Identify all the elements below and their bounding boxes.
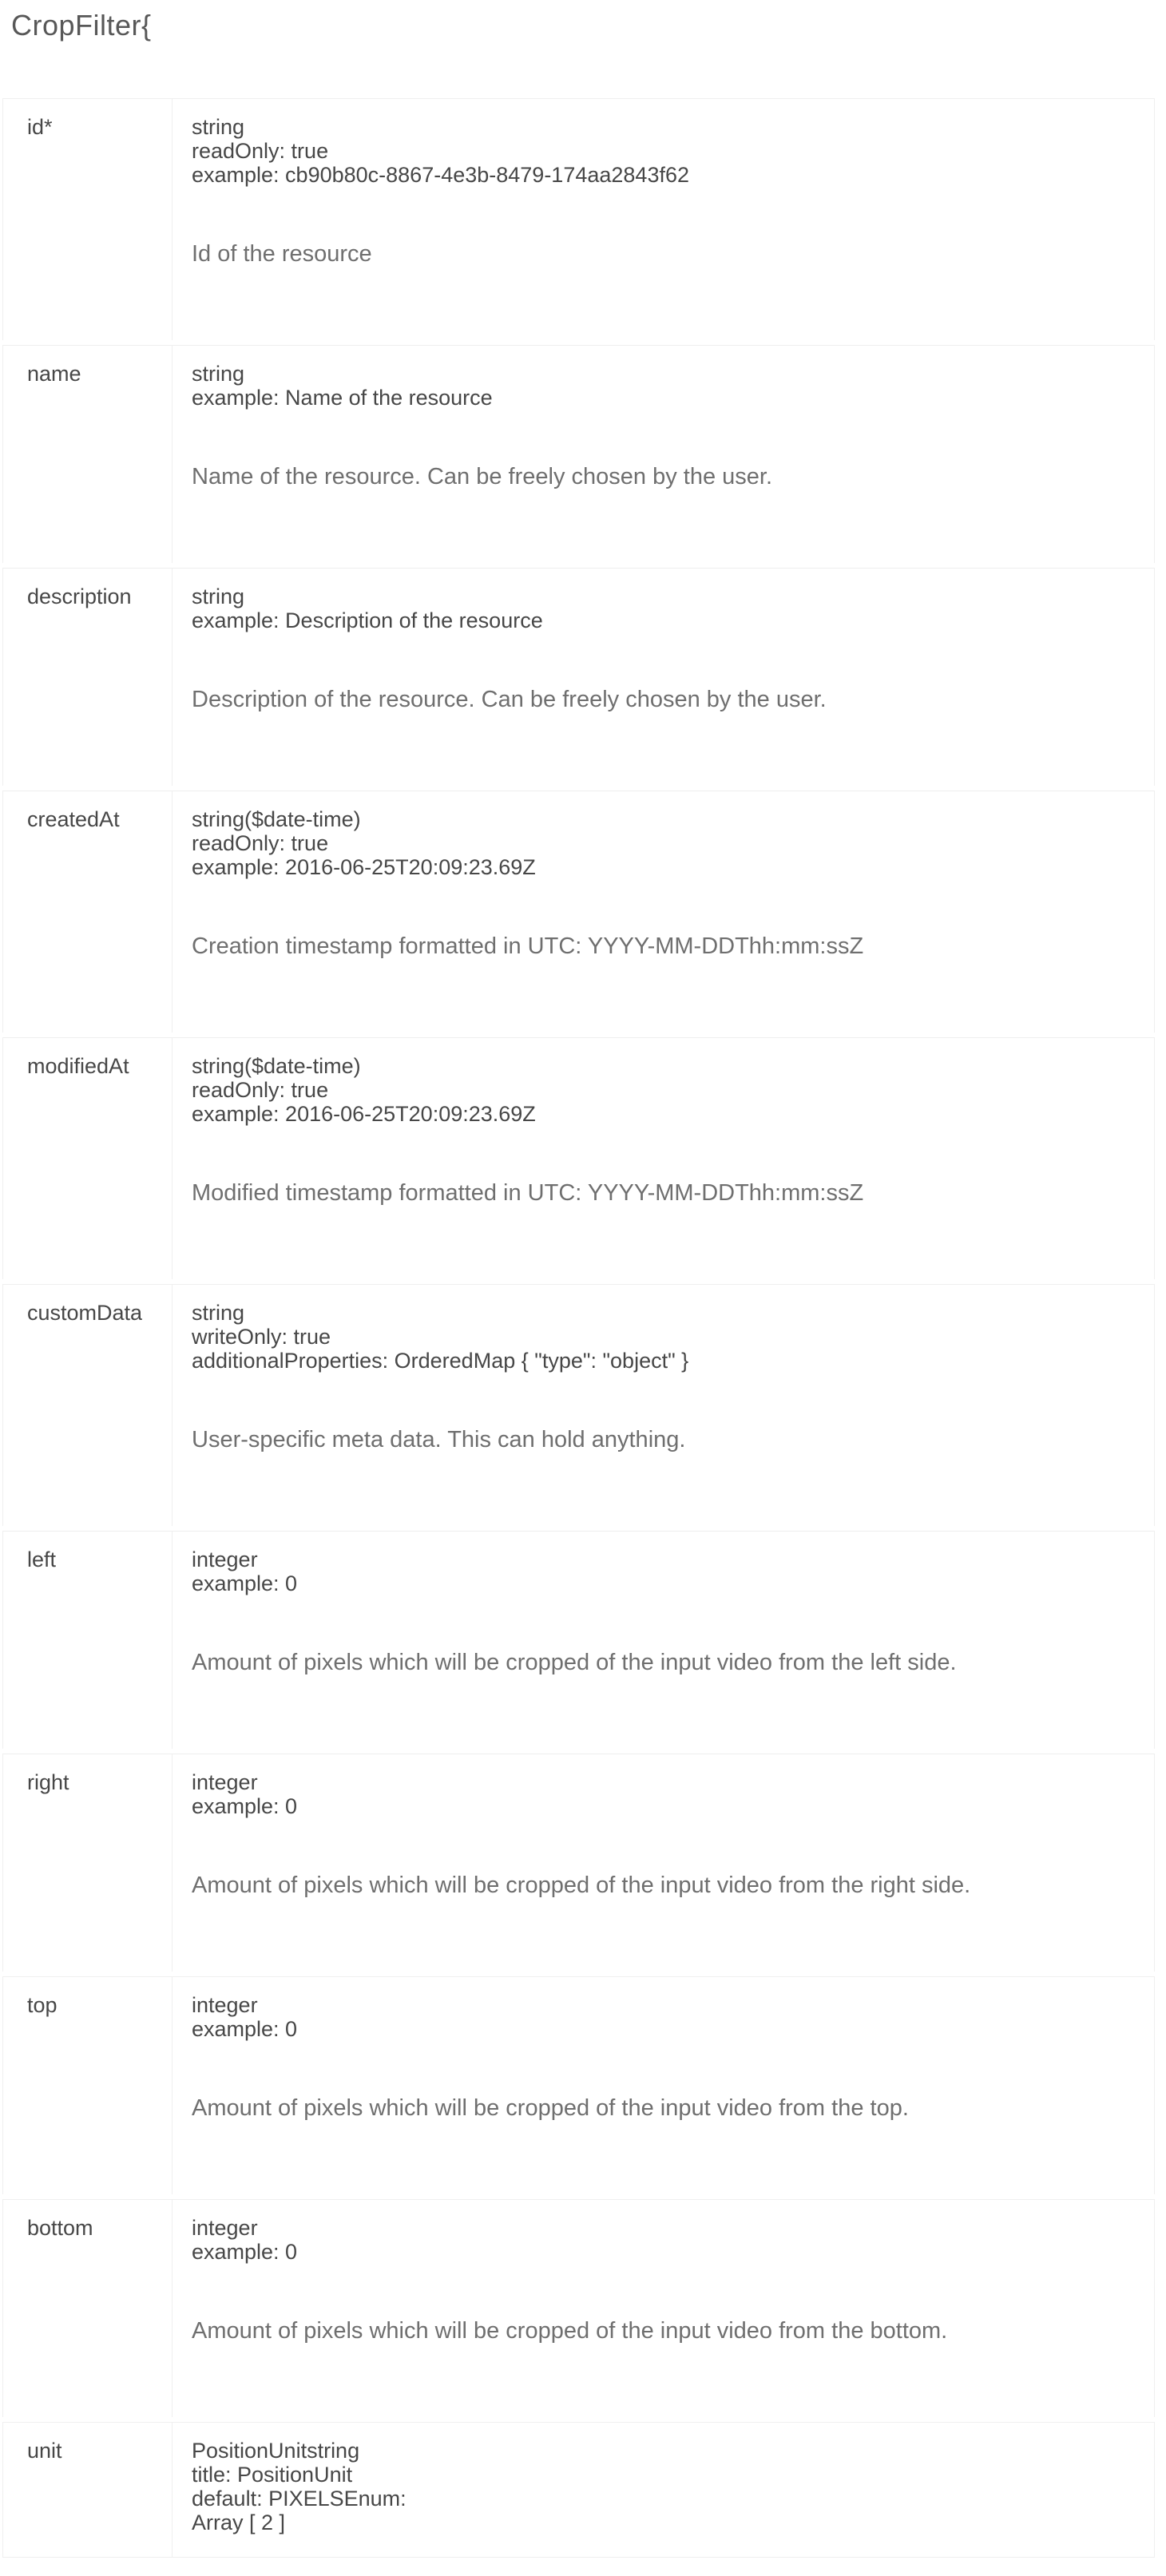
property-description: Description of the resource. Can be freely chosen by the user. [192, 687, 827, 712]
property-type-details [192, 2216, 1135, 2264]
property-info-cell [173, 2422, 1155, 2558]
property-type-line: string [192, 362, 245, 386]
property-info-cell [173, 1284, 1155, 1526]
property-name: bottom [2, 2199, 173, 2417]
property-type-line: integer [192, 1993, 258, 2017]
property-type-line: string [192, 585, 245, 608]
property-type-line: title: PositionUnit [192, 2463, 353, 2487]
property-row [2, 1284, 1155, 1526]
property-type-details [192, 585, 1135, 632]
property-row [2, 1531, 1155, 1749]
property-type-line: string($date-time) [192, 1054, 361, 1078]
property-row [2, 791, 1155, 1032]
property-name: description [2, 568, 173, 786]
model-title-toggle[interactable]: CropFilter{ [11, 9, 152, 42]
property-description: Name of the resource. Can be freely chosen by the user. [192, 464, 773, 489]
property-info-cell [173, 1754, 1155, 1972]
property-info-cell [173, 1037, 1155, 1279]
property-type-line: example: 2016-06-25T20:09:23.69Z [192, 1102, 536, 1126]
property-type-line: string [192, 115, 245, 139]
property-description: Amount of pixels which will be cropped of the input video from the left side. [192, 1650, 957, 1675]
property-name: customData [2, 1284, 173, 1526]
property-description: Creation timestamp formatted in UTC: YYYY-MM-DDThh:mm:ssZ [192, 933, 864, 959]
property-row [2, 1976, 1155, 2194]
property-info-cell [173, 1976, 1155, 2194]
property-type-details [192, 1301, 1135, 1373]
property-info-cell [173, 791, 1155, 1032]
property-type-details [192, 807, 1135, 879]
property-type-line: readOnly: true [192, 1078, 329, 1102]
property-type-line: writeOnly: true [192, 1325, 331, 1349]
property-type-line: integer [192, 1770, 258, 1794]
property-description: Amount of pixels which will be cropped of the input video from the right side. [192, 1873, 971, 1898]
property-type-details [192, 1548, 1135, 1595]
property-name: unit [2, 2422, 173, 2558]
property-type-line: example: 0 [192, 1794, 298, 1818]
property-description: User-specific meta data. This can hold anything. [192, 1427, 686, 1452]
property-info-cell [173, 568, 1155, 786]
property-type-line: example: 2016-06-25T20:09:23.69Z [192, 855, 536, 879]
property-type-line: integer [192, 1548, 258, 1571]
property-row [2, 1754, 1155, 1972]
property-name: modifiedAt [2, 1037, 173, 1279]
property-type-line: example: 0 [192, 1571, 298, 1595]
property-description: Amount of pixels which will be cropped of the input video from the top. [192, 2095, 909, 2121]
property-row [2, 98, 1155, 340]
property-info-cell [173, 2199, 1155, 2417]
property-type-details [192, 362, 1135, 410]
property-type-line: example: cb90b80c-8867-4e3b-8479-174aa2843f62 [192, 163, 689, 187]
property-type-line: string($date-time) [192, 807, 361, 831]
property-type-line: readOnly: true [192, 139, 329, 163]
property-type-details [192, 1993, 1135, 2041]
property-name: top [2, 1976, 173, 2194]
property-type-line: example: 0 [192, 2017, 298, 2041]
property-info-cell [173, 98, 1155, 340]
property-description: Modified timestamp formatted in UTC: YYYY-MM-DDThh:mm:ssZ [192, 1180, 864, 1206]
property-name: left [2, 1531, 173, 1749]
property-type-line: example: 0 [192, 2240, 298, 2264]
property-info-cell [173, 1531, 1155, 1749]
property-row [2, 2422, 1155, 2558]
property-type-details [192, 1054, 1135, 1126]
property-type-line: example: Description of the resource [192, 608, 543, 632]
property-name: createdAt [2, 791, 173, 1032]
property-type-line: PositionUnitstring [192, 2439, 360, 2463]
property-row [2, 2199, 1155, 2417]
property-description: Amount of pixels which will be cropped of the input video from the bottom. [192, 2318, 948, 2344]
property-name: name [2, 345, 173, 563]
property-type-details [192, 2439, 1135, 2534]
property-type-line: string [192, 1301, 245, 1325]
property-name: right [2, 1754, 173, 1972]
property-type-line: Array [ 2 ] [192, 2511, 286, 2534]
property-type-line: additionalProperties: OrderedMap { "type": "object" } [192, 1349, 689, 1373]
property-description: Id of the resource [192, 241, 372, 267]
property-row [2, 1037, 1155, 1279]
property-name: id* [2, 98, 173, 340]
property-type-line: readOnly: true [192, 831, 329, 855]
property-type-line: default: PIXELSEnum: [192, 2487, 407, 2511]
property-row [2, 568, 1155, 786]
property-type-details [192, 115, 1135, 187]
property-type-line: integer [192, 2216, 258, 2240]
property-type-line: example: Name of the resource [192, 386, 493, 410]
model-properties-table [2, 93, 1155, 2562]
property-type-details [192, 1770, 1135, 1818]
property-row [2, 345, 1155, 563]
property-info-cell [173, 345, 1155, 563]
